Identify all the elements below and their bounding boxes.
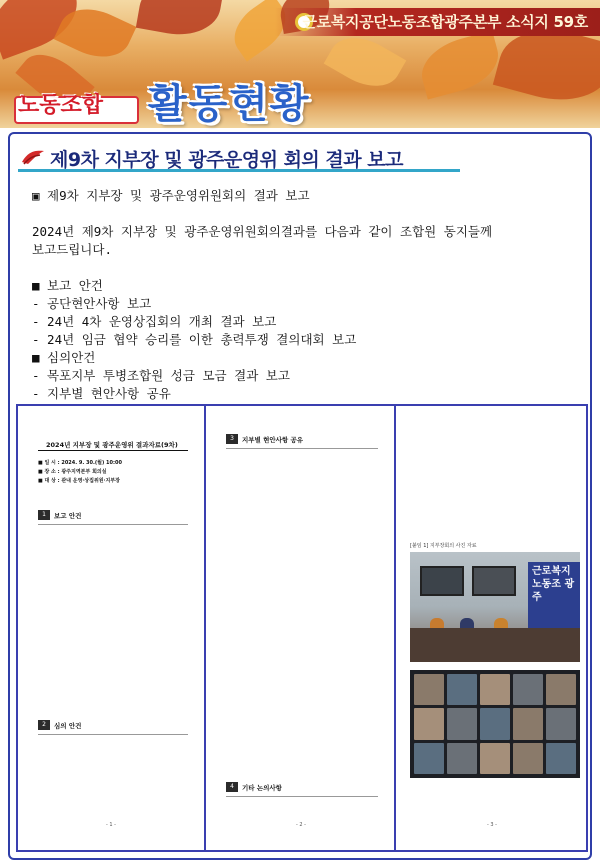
page1-meta: ■ 대 상 : 관내 운영·상집위원·지부장 xyxy=(38,478,121,484)
section-number-badge: 4 xyxy=(226,782,238,792)
page1-title: 2024년 지부장 및 광주운영위 결과자료(9차) xyxy=(46,441,178,449)
section-number-badge: 2 xyxy=(38,720,50,730)
video-conference-photo xyxy=(410,670,580,778)
video-grid xyxy=(414,674,576,774)
meeting-photo xyxy=(410,552,580,662)
page1-meta: ■ 장 소 : 광주지역본부 회의실 xyxy=(38,469,107,475)
newsletter-title-bar xyxy=(275,8,600,36)
article-title: 제9차 지부장 및 광주운영위 회의 결과 보고 xyxy=(50,149,403,171)
page-number: - 3 - xyxy=(487,822,497,828)
meeting-table xyxy=(410,628,580,662)
video-tile xyxy=(447,708,477,739)
article-paragraph: 2024년 제9차 지부장 및 광주운영위원회의결과를 다음과 같이 조합원 동지들께 xyxy=(32,224,493,239)
agenda-item: - 24년 임금 협약 승리를 이한 총력투쟁 결의대회 보고 xyxy=(32,332,357,347)
section-number-badge: 1 xyxy=(38,510,50,520)
video-tile xyxy=(513,708,543,739)
section-label: 활동현황 xyxy=(148,81,311,127)
section-rule xyxy=(38,734,188,735)
video-tile xyxy=(513,743,543,774)
leaf-decoration xyxy=(324,25,407,98)
video-tile xyxy=(447,674,477,705)
page-number: - 1 - xyxy=(106,822,116,828)
agenda-item: - 24년 4차 운영상집회의 개최 결과 보고 xyxy=(32,314,277,329)
section-label: 기타 논의사항 xyxy=(242,784,282,792)
document-page-3 xyxy=(398,406,586,850)
video-tile xyxy=(447,743,477,774)
agenda-heading: ■ 보고 안건 xyxy=(32,278,103,293)
section-label: 심의 안건 xyxy=(54,722,82,730)
video-tile xyxy=(546,743,576,774)
video-tile xyxy=(546,708,576,739)
video-tile xyxy=(480,708,510,739)
section-label: 지부별 현안사항 공유 xyxy=(242,436,304,444)
section-rule xyxy=(226,796,378,797)
tv-screen-icon xyxy=(420,566,464,596)
review-item: - 지부별 현안사항 공유 xyxy=(32,386,171,401)
brush-stroke-icon xyxy=(20,148,46,166)
page-number: - 2 - xyxy=(296,822,306,828)
video-tile xyxy=(513,674,543,705)
document-page-1 xyxy=(18,406,206,850)
newsletter-title: 근로복지공단노동조합광주본부 소식지 59호 xyxy=(302,13,588,31)
embedded-pages xyxy=(16,404,588,852)
photo-caption: [붙임 1] 지부장회의 사진 자료 xyxy=(410,543,477,549)
page1-meta: ■ 일 시 : 2024. 9. 30.(월) 10:00 xyxy=(38,460,122,466)
union-banner: 근로복지 노동조 광주 xyxy=(528,562,580,632)
review-heading: ■ 심의안건 xyxy=(32,350,96,365)
review-item: - 목포지부 투병조합원 성금 모금 결과 보고 xyxy=(32,368,290,383)
video-tile xyxy=(414,674,444,705)
tv-screen-icon xyxy=(472,566,516,596)
video-tile xyxy=(546,674,576,705)
article-subheading: ▣ 제9차 지부장 및 광주운영위원회의 결과 보고 xyxy=(32,188,310,203)
section-label: 보고 안건 xyxy=(54,512,82,520)
video-tile xyxy=(414,743,444,774)
category-label: 노동조합 xyxy=(18,93,104,118)
video-tile xyxy=(480,674,510,705)
agenda-item: - 공단현안사항 보고 xyxy=(32,296,152,311)
page1-title-rule xyxy=(38,450,188,451)
section-number-badge: 3 xyxy=(226,434,238,444)
video-tile xyxy=(480,743,510,774)
leaf-decoration xyxy=(136,0,224,42)
leaf-decoration xyxy=(415,30,505,99)
document-page-2 xyxy=(208,406,396,850)
article-paragraph: 보고드립니다. xyxy=(32,242,112,257)
section-rule xyxy=(226,448,378,449)
section-rule xyxy=(38,524,188,525)
video-tile xyxy=(414,708,444,739)
